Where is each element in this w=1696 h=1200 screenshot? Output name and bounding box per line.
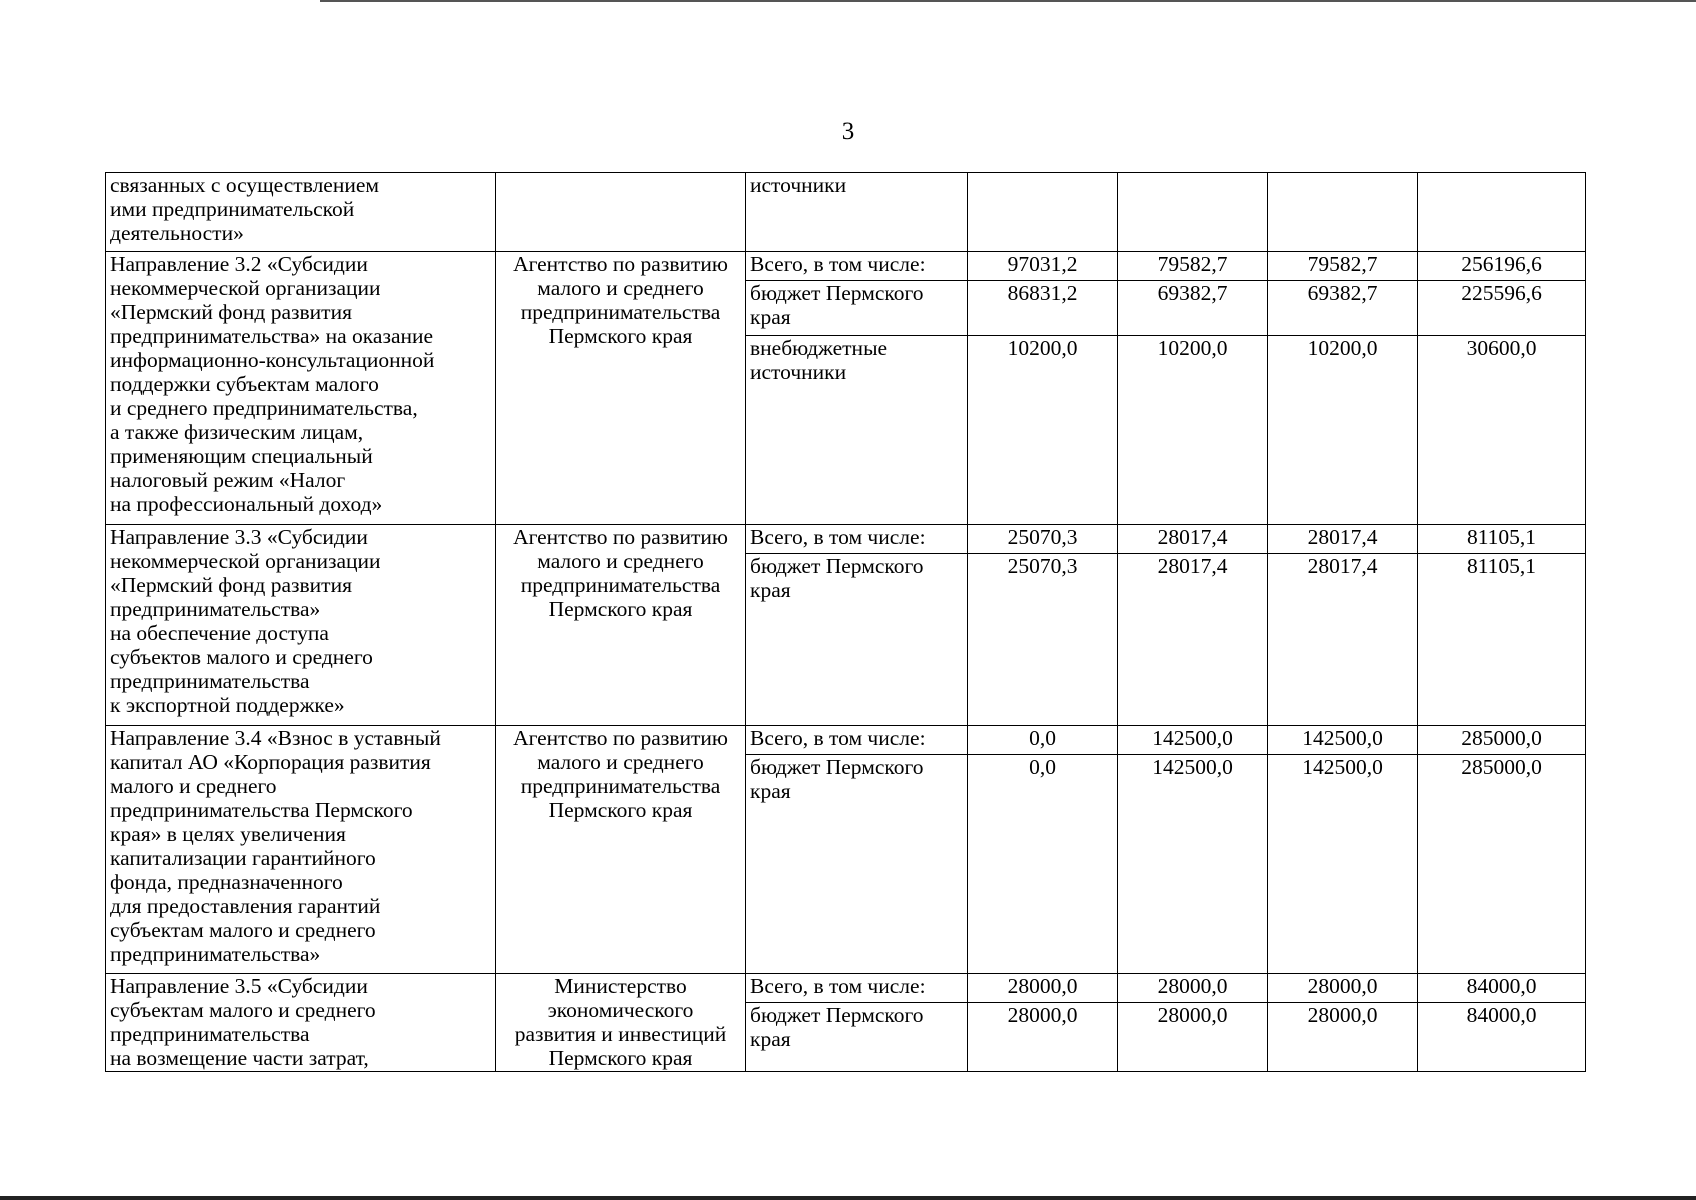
amount-cell: 256196,6 xyxy=(1418,252,1586,281)
amount-cell: 28000,0 xyxy=(968,974,1118,1003)
responsible-cell: Агентство по развитию малого и среднего предпринимательства Пермского края xyxy=(496,525,746,726)
table-row xyxy=(106,173,1586,252)
funding-source-cell: бюджет Пермского края xyxy=(746,281,968,336)
direction-cell: связанных с осуществлением ими предпринимательской деятельности» xyxy=(106,173,496,252)
amount-cell: 69382,7 xyxy=(1118,281,1268,336)
amount-cell: 97031,2 xyxy=(968,252,1118,281)
amount-cell: 69382,7 xyxy=(1268,281,1418,336)
amount-cell: 81105,1 xyxy=(1418,554,1586,726)
funding-source-cell: Всего, в том числе: xyxy=(746,726,968,755)
funding-source-cell: внебюджетные источники xyxy=(746,336,968,525)
amount-cell: 142500,0 xyxy=(1118,726,1268,755)
amount-cell xyxy=(1268,173,1418,252)
budget-table xyxy=(105,172,1586,1072)
funding-source-cell: бюджет Пермского края xyxy=(746,755,968,974)
responsible-cell: Агентство по развитию малого и среднего предпринимательства Пермского края xyxy=(496,726,746,974)
amount-cell: 285000,0 xyxy=(1418,726,1586,755)
funding-source-cell: Всего, в том числе: xyxy=(746,974,968,1003)
amount-cell: 28000,0 xyxy=(1268,1003,1418,1072)
amount-cell: 79582,7 xyxy=(1118,252,1268,281)
responsible-cell: Министерство экономического развития и инвестиций Пермского края xyxy=(496,974,746,1072)
amount-cell: 28017,4 xyxy=(1118,525,1268,554)
amount-cell: 25070,3 xyxy=(968,554,1118,726)
responsible-cell xyxy=(496,173,746,252)
amount-cell: 10200,0 xyxy=(1268,336,1418,525)
page-number: 3 xyxy=(841,118,855,145)
funding-source-cell: бюджет Пермского края xyxy=(746,1003,968,1072)
amount-cell: 0,0 xyxy=(968,726,1118,755)
amount-cell: 28000,0 xyxy=(968,1003,1118,1072)
direction-cell: Направление 3.4 «Взнос в уставный капитал АО «Корпорация развития малого и среднего предпринимательства Пермского края» в целях увеличения капитализации гарантийного фонда, предназначенного для предоставления гарантий субъектам малого и среднего предпринимательства» xyxy=(106,726,496,974)
scan-edge-bottom xyxy=(0,1196,1696,1200)
amount-cell: 79582,7 xyxy=(1268,252,1418,281)
funding-source-cell: бюджет Пермского края xyxy=(746,554,968,726)
table-row xyxy=(106,252,1586,281)
amount-cell xyxy=(1418,173,1586,252)
amount-cell: 10200,0 xyxy=(968,336,1118,525)
amount-cell: 84000,0 xyxy=(1418,1003,1586,1072)
amount-cell: 285000,0 xyxy=(1418,755,1586,974)
amount-cell: 142500,0 xyxy=(1268,726,1418,755)
table-row xyxy=(106,726,1586,755)
amount-cell: 142500,0 xyxy=(1268,755,1418,974)
responsible-cell: Агентство по развитию малого и среднего предпринимательства Пермского края xyxy=(496,252,746,525)
amount-cell: 30600,0 xyxy=(1418,336,1586,525)
amount-cell: 28017,4 xyxy=(1268,554,1418,726)
funding-source-cell: Всего, в том числе: xyxy=(746,252,968,281)
amount-cell: 28017,4 xyxy=(1118,554,1268,726)
scan-edge-top xyxy=(320,0,1696,2)
amount-cell: 28000,0 xyxy=(1118,1003,1268,1072)
amount-cell: 10200,0 xyxy=(1118,336,1268,525)
amount-cell: 225596,6 xyxy=(1418,281,1586,336)
direction-cell: Направление 3.5 «Субсидии субъектам малого и среднего предпринимательства на возмещение части затрат, xyxy=(106,974,496,1072)
amount-cell: 28000,0 xyxy=(1118,974,1268,1003)
budget-table-body xyxy=(106,173,1586,1072)
table-row xyxy=(106,525,1586,554)
funding-source-cell: Всего, в том числе: xyxy=(746,525,968,554)
amount-cell xyxy=(968,173,1118,252)
funding-source-cell: источники xyxy=(746,173,968,252)
amount-cell: 25070,3 xyxy=(968,525,1118,554)
direction-cell: Направление 3.3 «Субсидии некоммерческой организации «Пермский фонд развития предпринимательства» на обеспечение доступа субъектов малого и среднего предпринимательства к экспортной поддержке» xyxy=(106,525,496,726)
amount-cell: 81105,1 xyxy=(1418,525,1586,554)
amount-cell xyxy=(1118,173,1268,252)
amount-cell: 86831,2 xyxy=(968,281,1118,336)
amount-cell: 28000,0 xyxy=(1268,974,1418,1003)
amount-cell: 142500,0 xyxy=(1118,755,1268,974)
amount-cell: 84000,0 xyxy=(1418,974,1586,1003)
amount-cell: 28017,4 xyxy=(1268,525,1418,554)
table-row xyxy=(106,974,1586,1003)
direction-cell: Направление 3.2 «Субсидии некоммерческой организации «Пермский фонд развития предпринимательства» на оказание информационно-консультационной поддержки субъектам малого и среднего предпринимательства, а также физическим лицам, применяющим специальный налоговый режим «Налог на профессиональный доход» xyxy=(106,252,496,525)
amount-cell: 0,0 xyxy=(968,755,1118,974)
